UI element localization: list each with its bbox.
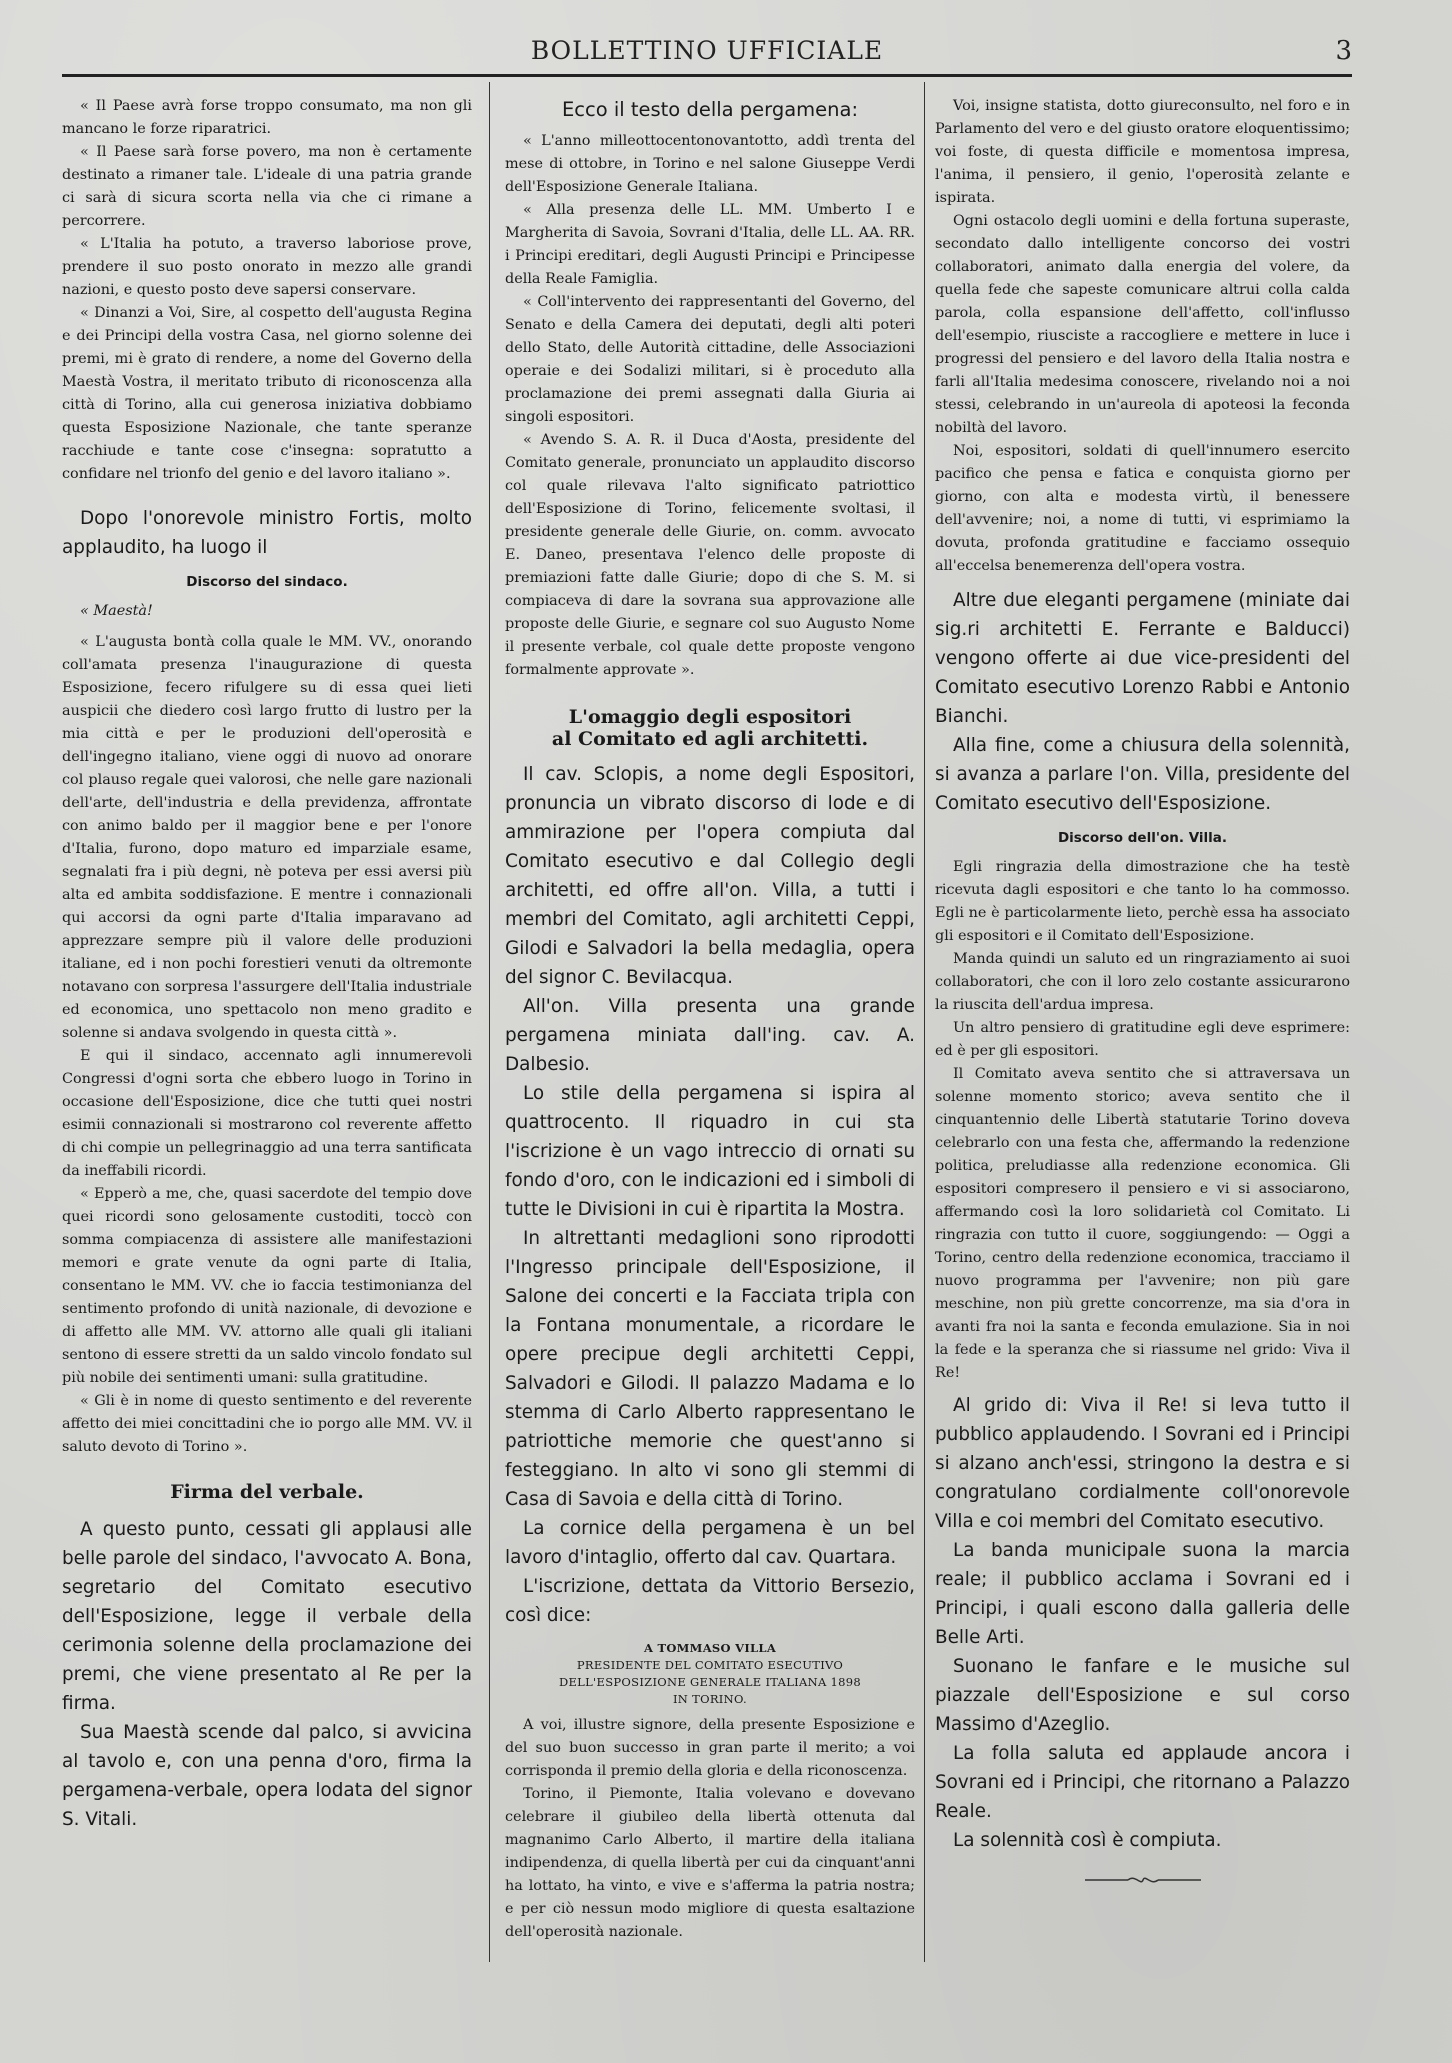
section-heading: Discorso del sindaco.: [186, 574, 348, 590]
paragraph: Al grido di: Viva il Re! si leva tutto il pubblico applaudendo. I Sovrani ed i Principi si alzano anch'essi, stringono la destra e si congratulano cordialmente coll'onorevole Villa e coi membri del Comitato esecutivo.: [935, 1395, 1350, 1532]
paragraph: La folla saluta ed applaude ancora i Sovrani ed i Principi, che ritornano a Palazzo Reale.: [935, 1743, 1350, 1822]
inscription-line: IN TORINO.: [672, 1692, 748, 1706]
section-heading: Ecco il testo della pergamena:: [561, 98, 859, 121]
inscription-heading: [505, 1640, 915, 1708]
paragraph: E qui il sindaco, accennato agli innumerevoli Congressi d'ogni sorta che ebbero luogo in Torino in occasione dell'Esposizione, dice che tutti quei nostri esimii connazionali si mostrarono col reverente affetto di chi compie un pellegrinaggio ad una terra santificata da ineffabili ricordi.: [62, 1048, 472, 1179]
paragraph: « Dinanzi a Voi, Sire, al cospetto dell'augusta Regina e dei Principi della vostra Casa, nel giorno solenne dei premi, mi è grato di rendere, a nome del Governo della Maestà Vostra, il meritato tributo di riconoscenza alla città di Torino, alla cui generosa iniziativa dobbiamo questa Esposizione Nazionale, che tante speranze racchiude e tante cose c'insegna: sopratutto a confidare nel trionfo del genio e del lavoro italiano ».: [62, 305, 472, 482]
masthead-title: BOLLETTINO UFFICIALE: [530, 36, 884, 65]
paragraph: « L'anno milleottocentonovantotto, addì trenta del mese di ottobre, in Torino e nel salone Giuseppe Verdi dell'Esposizione Generale Italiana.: [505, 133, 915, 195]
paragraph: La banda municipale suona la marcia reale; il pubblico acclama i Sovrani ed i Principi, i quali escono dalla galleria delle Belle Arti.: [935, 1540, 1350, 1648]
paragraph: « Coll'intervento dei rappresentanti del Governo, del Senato e della Camera dei deputati, degli alti poteri dello Stato, delle Autorità cittadine, delle Associazioni operaie e dei Sodalizi militari, si è proceduto alla proclamazione dei premi assegnati dalla Giuria ai singoli espositori.: [505, 294, 915, 425]
inscription-line: DELL'ESPOSIZIONE GENERALE ITALIANA 1898: [558, 1675, 862, 1689]
paragraph: « L'Italia ha potuto, a traverso laboriose prove, prendere il suo posto onorato in mezzo alle grandi nazioni, e questo posto deve sapersi conservare.: [62, 236, 472, 298]
paragraph: « Alla presenza delle LL. MM. Umberto I e Margherita di Savoia, Sovrani d'Italia, delle LL. AA. RR. i Principi ereditari, degli Augusti Principi e Principesse della Reale Famiglia.: [505, 202, 915, 287]
paragraph: Noi, espositori, soldati di quell'innumero esercito pacifico che pensa e fatica e conquista giorno per giorno, con alta e modesta virtù, il benessere dell'avvenire; noi, a nome di tutti, vi esprimiamo la dovuta, profonda gratitudine e facciamo ossequio all'eccelsa benemerenza dell'opera vostra.: [935, 443, 1350, 574]
paragraph: « Il Paese avrà forse troppo consumato, ma non gli mancano le forze riparatrici.: [62, 98, 472, 137]
paragraph: Un altro pensiero di gratitudine egli deve esprimere: ed è per gli espositori.: [935, 1020, 1350, 1059]
paragraph: Egli ringrazia della dimostrazione che ha testè ricevuta dagli espositori e che tanto lo ha commosso. Egli ne è particolarmente lieto, perchè essa ha associato gli espositori e il Comitato dell'Esposizione.: [935, 859, 1350, 944]
paragraph: Sua Maestà scende dal palco, si avvicina al tavolo e, con una penna d'oro, firma la pergamena-verbale, opera lodata del signor S. Vitali.: [62, 1722, 472, 1830]
paragraph: A questo punto, cessati gli applausi alle belle parole del sindaco, l'avvocato A. Bona, segretario del Comitato esecutivo dell'Esposizione, legge il verbale della cerimonia solenne della proclamazione dei premi, che viene presentato al Re per la firma.: [62, 1519, 472, 1714]
paragraph: Lo stile della pergamena si ispira al quattrocento. Il riquadro in cui sta l'iscrizione è un vago intreccio di ornati su fondo d'oro, con le indicazioni ed i simboli di tutte le Divisioni in cui è ripartita la Mostra.: [505, 1083, 915, 1220]
ornament-icon: [935, 1869, 1350, 1894]
column-3: [935, 95, 1350, 1894]
paragraph: La solennità così è compiuta.: [953, 1830, 1222, 1851]
column-1: [62, 95, 472, 1834]
inscription-line: A TOMMASO VILLA: [643, 1641, 777, 1655]
paragraph: Alla fine, come a chiusura della solennità, si avanza a parlare l'on. Villa, presidente del Comitato esecutivo dell'Esposizione.: [935, 735, 1350, 814]
column-divider-2: [924, 82, 925, 1962]
paragraph: « L'augusta bontà colla quale le MM. VV., onorando coll'amata presenza l'inaugurazione di questa Esposizione, fecero rifulgere su di essa quei lieti auspicii che diedero così largo frutto di lustro per la mia città e per le produzioni dell'operosità e dell'ingegno italiano, viene oggi di nuovo ad onorare col plauso regale quei valorosi, che nelle gare nazionali dell'arte, dell'industria e della previdenza, affrontate con animo baldo per il maggior bene e per l'onore d'Italia, furono, dopo maturo ed imparziale esame, segnalati fra i più degni, nè poteva per essi aversi più alta ed ambita soddisfazione. E mentre i connazionali qui accorsi da ogni parte d'Italia imparavano ad apprezzare sempre più il valore delle produzioni italiane, ed i non pochi forestieri venuti da oltremonte notavano con sorpresa l'assurgere dell'Italia industriale ed economica, uno spettacolo non meno gradito e solenne si andava svolgendo in questa città ».: [62, 634, 472, 1041]
inscription-line: PRESIDENTE DEL COMITATO ESECUTIVO: [576, 1658, 844, 1672]
paragraph: All'on. Villa presenta una grande pergamena miniata dall'ing. cav. A. Dalbesio.: [505, 996, 915, 1075]
page-header: [62, 34, 1352, 77]
paragraph: « Maestà!: [80, 603, 153, 619]
paragraph: Ogni ostacolo degli uomini e della fortuna superaste, secondato dallo intelligente concorso dei vostri collaboratori, animato dalla energia del volere, da quella fede che sapeste comunicare altrui colla calda parola, colla espansione dell'affetto, coll'influsso dell'esempio, riusciste a raccogliere e mettere in luce i progressi del pensiero e del lavoro della Italia nostra e farli all'Italia medesima conoscere, rivelando noi a noi stessi, celebrando in un'aureola di apoteosi la feconda nobiltà del lavoro.: [935, 213, 1350, 436]
paragraph: In altrettanti medaglioni sono riprodotti l'Ingresso principale dell'Esposizione, il Salone dei concerti e la Facciata tripla con la Fontana monumentale, a ricordare le opere precipue degli architetti Ceppi, Salvadori e Gilodi. Il palazzo Madama e lo stemma di Carlo Alberto rappresentano le patriottiche memorie che quest'anno si festeggiano. In alto vi sono gli stemmi di Casa di Savoia e della città di Torino.: [505, 1228, 915, 1510]
paragraph: A voi, illustre signore, della presente Esposizione e del suo buon successo in gran parte il merito; a voi corrisponda il premio della gloria e della riconoscenza.: [505, 1717, 915, 1779]
paragraph: Il cav. Sclopis, a nome degli Espositori, pronuncia un vibrato discorso di lode e di ammirazione per l'opera compiuta dal Comitato esecutivo e dal Collegio degli architetti, ed offre all'on. Villa, a tutti i membri del Comitato, agli architetti Ceppi, Gilodi e Salvadori la bella medaglia, opera del signor C. Bevilacqua.: [505, 764, 915, 988]
paragraph: Torino, il Piemonte, Italia volevano e dovevano celebrare il giubileo della libertà ottenuta dal magnanimo Carlo Alberto, il martire della italiana indipendenza, di quella libertà per cui da cinquant'anni ha lottato, ha vinto, e vive e s'afferma la patria nostra; e per ciò nessun modo migliore di questa esaltazione dell'operosità nazionale.: [505, 1786, 915, 1940]
paragraph: Il Comitato aveva sentito che si attraversava un solenne momento storico; aveva sentito che il cinquantennio delle Libertà statutarie Torino doveva celebrarlo con una festa che, affermando la redenzione politica, preludiasse alla redenzione economica. Gli espositori compresero il pensiero e vi si associarono, affermando così la loro solidarietà col Comitato. Li ringrazia con tutto il cuore, soggiungendo: — Oggi a Torino, centro della redenzione economica, tracciamo il nuovo programma per l'avvenire; non più gare meschine, non più grette concorrenze, ma sia d'ora in avanti fra noi la santa e feconda emulazione. Sia in noi la fede e la speranza che si riassume nel grido: Viva il Re!: [935, 1066, 1350, 1381]
column-2: [505, 95, 915, 1944]
section-heading: Firma del verbale.: [170, 1481, 364, 1503]
paragraph: « Avendo S. A. R. il Duca d'Aosta, presidente del Comitato generale, pronunciato un applaudito discorso col quale rilevava l'alto significato patriottico dell'Esposizione di Torino, felicemente svoltasi, il presidente generale delle Giurie, on. comm. avvocato E. Daneo, presentava l'elenco delle proposte di premiazioni fatte dalle Giurie; dopo di che S. M. si compiaceva di dare la sovrana sua approvazione alle proposte delle Giurie, e segnare col suo Augusto Nome il presente verbale, col quale dette proposte vengono formalmente approvate ».: [505, 432, 915, 678]
paragraph: « Il Paese sarà forse povero, ma non è certamente destinato a rimaner tale. L'ideale di una patria grande ci sarà di sicura scorta nella via che ci rimane a percorrere.: [62, 144, 472, 229]
paragraph: « Epperò a me, che, quasi sacerdote del tempio dove quei ricordi sono gelosamente custoditi, toccò con somma compiacenza di assistere alle manifestazioni memori e grate venute da ogni parte di Italia, consentano le MM. VV. che io faccia testimonianza del sentimento profondo di unità nazionale, di devozione e di affetto alle MM. VV. attorno alle quali gli italiani sentono di essere stretti da un saldo vincolo fondato sul più nobile dei sentimenti umani: sulla gratitudine.: [62, 1186, 472, 1386]
paragraph: « Gli è in nome di questo sentimento e del reverente affetto dei miei concittadini che io porgo alle MM. VV. il saluto devoto di Torino ».: [62, 1393, 472, 1455]
paragraph: Dopo l'onorevole ministro Fortis, molto applaudito, ha luogo il: [62, 508, 472, 558]
section-heading: al Comitato ed agli architetti.: [551, 728, 869, 750]
paragraph: La cornice della pergamena è un bel lavoro d'intaglio, offerto dal cav. Quartara.: [505, 1518, 915, 1568]
paragraph: Voi, insigne statista, dotto giureconsulto, nel foro e in Parlamento del vero e del giusto oratore eloquentissimo; voi foste, di questa difficile e momentosa impresa, l'anima, il pensiero, il genio, l'operosità zelante e ispirata.: [935, 98, 1350, 206]
paragraph: L'iscrizione, dettata da Vittorio Bersezio, così dice:: [505, 1576, 915, 1626]
paragraph: Manda quindi un saluto ed un ringraziamento ai suoi collaboratori, che con il loro zelo costante assicurarono la riuscita dell'ardua impresa.: [935, 951, 1350, 1013]
paragraph: Altre due eleganti pergamene (miniate dai sig.ri architetti E. Ferrante e Balducci) vengono offerte ai due vice-presidenti del Comitato esecutivo Lorenzo Rabbi e Antonio Bianchi.: [935, 590, 1350, 727]
page-number: 3: [1335, 36, 1352, 66]
column-divider-1: [489, 82, 490, 1962]
paragraph: Suonano le fanfare e le musiche sul piazzale dell'Esposizione e sul corso Massimo d'Azeglio.: [935, 1656, 1350, 1735]
section-heading: Discorso dell'on. Villa.: [1057, 830, 1228, 846]
section-heading: L'omaggio degli espositori: [568, 706, 852, 728]
